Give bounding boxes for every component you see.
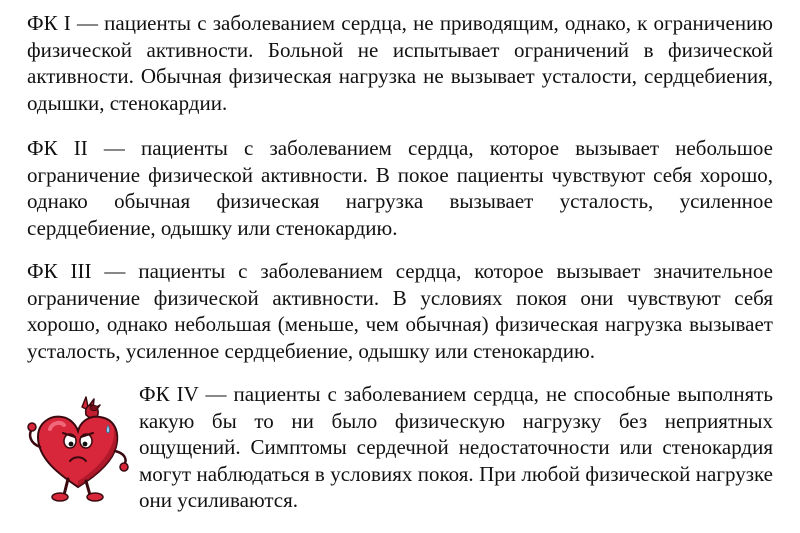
paragraph-fk-2: ФК II — пациенты с заболеванием сердца, которое вызывает небольшое ограничение физической активности. В покое пациенты чувствуют себя хорошо, однако обычная физическая нагрузка вызывает усталость, усиленное сердцебиение, одышку или стенокардию. (27, 136, 773, 240)
sick-heart-icon (20, 395, 132, 503)
paragraph-fk-1: ФК I — пациенты с заболеванием сердца, не приводящим, однако, к ограничению физической активности. Больной не испытывает ограничений в физической активности. Обычная физическая нагрузка не вызывает усталости, сердцебиения, одышки, стенокардии. (27, 11, 773, 115)
paragraph-fk-3: ФК III — пациенты с заболеванием сердца, которое вызывает значительное ограничение физической активности. В условиях покоя они чувствуют себя хорошо, однако небольшая (меньше, чем обычная) физическая нагрузка вызывает усталость, усиленное сердцебиение, одышку или стенокардию. (27, 259, 773, 363)
paragraph-fk-4: ФК IV — пациенты с заболеванием сердца, не способные выполнять какую бы то ни было физическую нагрузку без неприятных ощущений. Симптомы сердечной недостаточности или стенокардия могут наблюдаться в условиях покоя. При любой физической нагрузке они усиливаются. (139, 382, 773, 512)
